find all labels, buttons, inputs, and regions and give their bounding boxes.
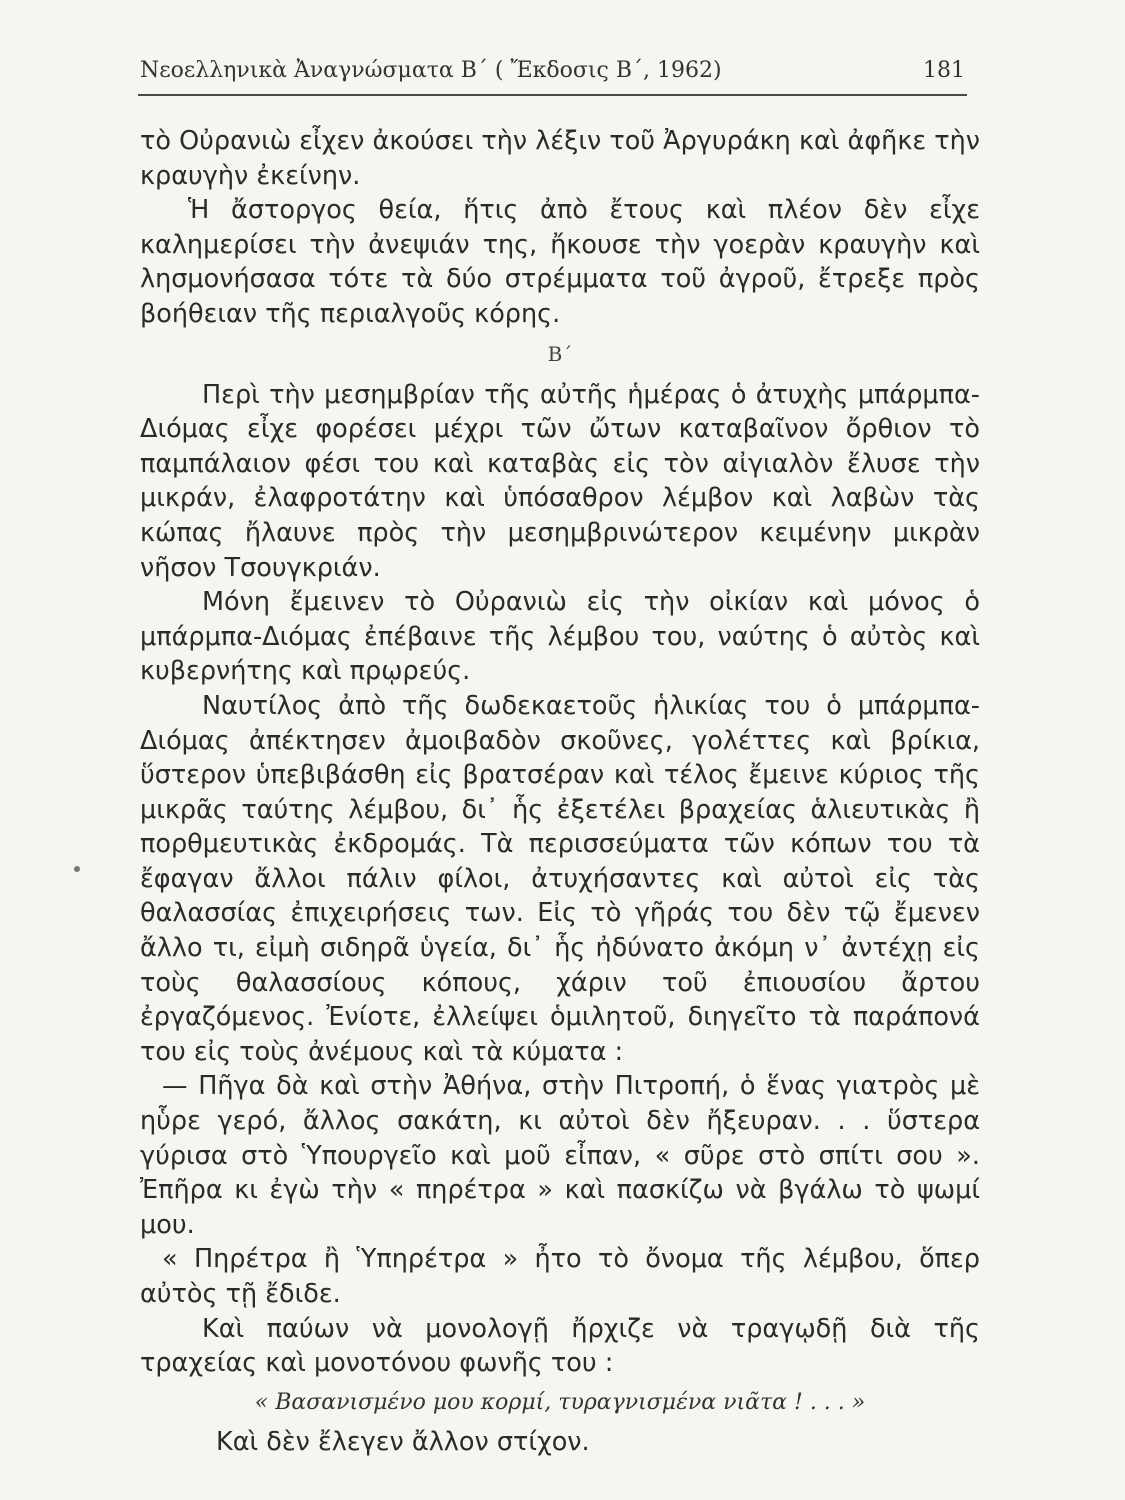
paragraph-3: Περὶ τὴν μεσημβρίαν τῆς αὐτῆς ἡμέρας ὁ ἀτυχὴς μπάρμπα-Διόμας εἶχε φορέσει μέχρι τῶν ὤτων καταβαῖνον ὄρθιον τὸ παμπάλαιον φέσι του καὶ καταβὰς εἰς τὸν αἰγιαλὸν ἔλυσε τὴν μικράν, ἐλαφροτάτην καὶ ὑπόσαθρον λέμβον καὶ λαβὼν τὰς κώπας ἤλαυνε πρὸς τὴν μεσημβρινώτερον κειμένην μικρὰν νῆσον Τσουγκριάν.: [140, 379, 980, 583]
paragraph-7: « Πηρέτρα ἢ Ὑπηρέτρα » ἦτο τὸ ὄνομα τῆς λέμβου, ὅπερ αὐτὸς τῇ ἔδιδε.: [140, 1244, 980, 1309]
paragraph-8: Καὶ παύων νὰ μονολογῇ ἤρχιζε νὰ τραγῳδῇ διὰ τῆς τραχείας καὶ μονοτόνου φωνῆς του :: [140, 1313, 980, 1379]
closing-line: Καὶ δὲν ἔλεγεν ἄλλον στίχον.: [216, 1426, 590, 1457]
scan-speck: [74, 866, 80, 872]
paragraph-1: τὸ Οὐρανιὼ εἶχεν ἀκούσει τὴν λέξιν τοῦ Ἀργυράκη καὶ ἀφῆκε τὴν κραυγὴν ἐκείνην.: [140, 126, 980, 191]
body-text: [140, 124, 980, 1459]
paragraph-6-dialogue: — Πῆγα δὰ καὶ στὴν Ἀθήνα, στὴν Πιτροπή, ὁ ἕνας γιατρὸς μὲ ηὗρε γερό, ἄλλος σακάτη, κι αὐτοὶ δὲν ἤξευραν. . . ὕστερα γύρισα στὸ Ὑπουργεῖο καὶ μοῦ εἶπαν, « σῦρε στὸ σπίτι σου ». Ἐπῆρα κι ἐγὼ τὴν « πηρέτρα » καὶ πασκίζω νὰ βγάλω τὸ ψωμί μου.: [140, 1071, 980, 1240]
section-mark: Β´: [547, 341, 573, 366]
song-verse: « Βασανισμένο μου κορμί, τυραγνισμένα νιᾶτα ! . . . »: [254, 1389, 866, 1415]
paragraph-2: Ἡ ἄστοργος θεία, ἥτις ἀπὸ ἔτους καὶ πλέον δὲν εἶχε καλημερίσει τὴν ἀνεψιάν της, ἤκουσε τὴν γοερὰν κραυγὴν καὶ λησμονήσασα τότε τὰ δύο στρέμματα τοῦ ἀγροῦ, ἔτρεξε πρὸς βοήθειαν τῆς περιαλγοῦς κόρης.: [140, 195, 980, 329]
paragraph-5: Ναυτίλος ἀπὸ τῆς δωδεκαετοῦς ἡλικίας του ὁ μπάρμπα-Διόμας ἀπέκτησεν ἀμοιβαδὸν σκοῦνες, γολέττες καὶ βρίκια, ὕστερον ὑπεβιβάσθη εἰς βρατσέραν καὶ τέλος ἔμεινε κύριος τῆς μικρᾶς ταύτης λέμβου, δι᾽ ἧς ἐξετέλει βραχείας ἁλιευτικὰς ἢ πορθμευτικὰς ἐκδρομάς. Τὰ περισσεύματα τῶν κόπων του τὰ ἔφαγαν ἄλλοι πάλιν φίλοι, ἀτυχήσαντες καὶ αὐτοὶ εἰς τὰς θαλασσίας ἐπιχειρήσεις των. Εἰς τὸ γῆράς του δὲν τῷ ἔμενεν ἄλλο τι, εἰμὴ σιδηρᾶ ὑγεία, δι᾽ ἧς ἠδύνατο ἀκόμη ν᾽ ἀντέχῃ εἰς τοὺς θαλασσίους κόπους, χάριν τοῦ ἐπιουσίου ἄρτου ἐργαζόμενος. Ἐνίοτε, ἐλλείψει ὁμιλητοῦ, διηγεῖτο τὰ παράπονά του εἰς τοὺς ἀνέμους καὶ τὰ κύματα :: [140, 690, 980, 1067]
page-number: 181: [923, 58, 965, 83]
header-rule: [138, 94, 967, 96]
running-head: [140, 58, 965, 94]
book-title: Νεοελληνικὰ Ἀναγνώσματα Β´ ( Ἔκδοσις Β´, 1962): [140, 58, 722, 83]
paragraph-4: Μόνη ἔμεινεν τὸ Οὐρανιὼ εἰς τὴν οἰκίαν καὶ μόνος ὁ μπάρμπα-Διόμας ἐπέβαινε τῆς λέμβου του, ναύτης ὁ αὐτὸς καὶ κυβερνήτης καὶ πρῳρεύς.: [140, 587, 980, 687]
